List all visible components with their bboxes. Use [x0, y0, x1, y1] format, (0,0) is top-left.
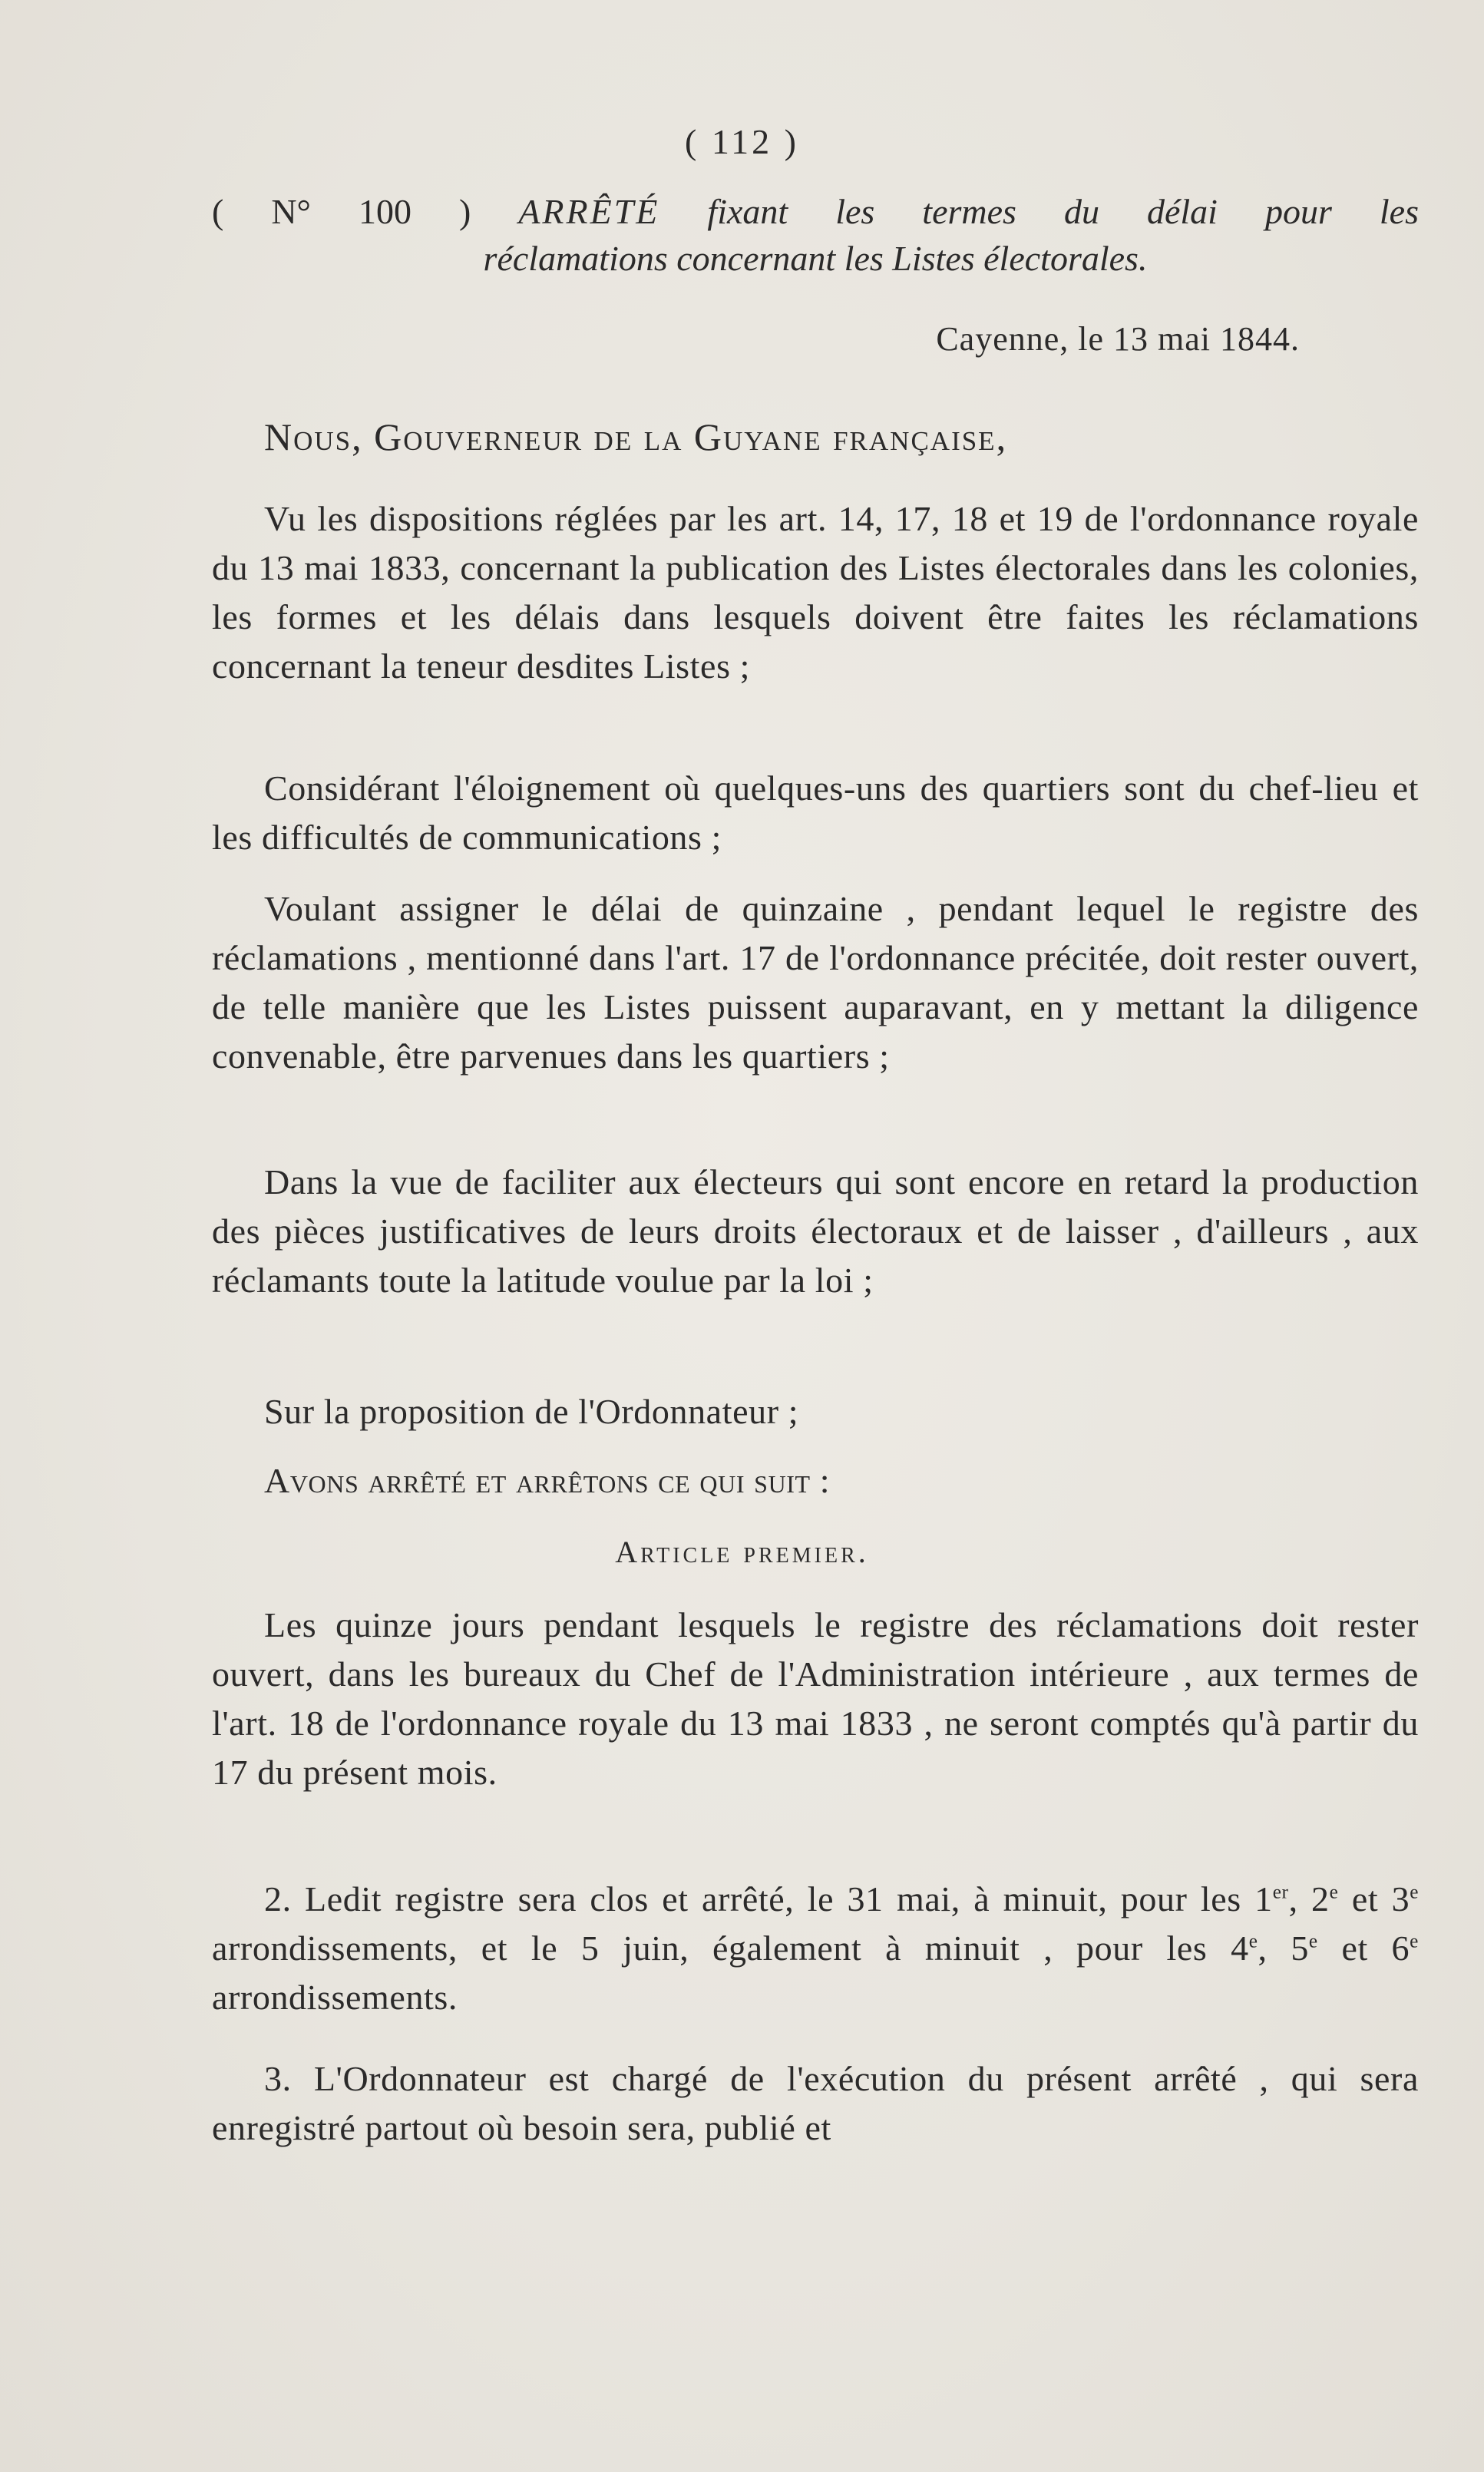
article-2-part: arrondissements.	[212, 1978, 458, 2017]
article-2-text	[212, 1875, 1419, 2022]
superscript: er	[1272, 1881, 1289, 1903]
superscript: e	[1308, 1930, 1318, 1952]
article-2-part: , 5	[1258, 1928, 1309, 1968]
article-2-part: 2. Ledit registre sera clos et arrêté, le 31 mai, à minuit, pour les 1	[264, 1879, 1273, 1918]
paragraph-proposition: Sur la proposition de l'Ordonnateur ;	[264, 1392, 799, 1431]
superscript: e	[1329, 1881, 1339, 1903]
article-2-part: et 6	[1317, 1928, 1410, 1968]
decree-heading	[212, 187, 1419, 236]
article-2-part: et 3	[1338, 1879, 1410, 1918]
article-3-text: 3. L'Ordonnateur est chargé de l'exécution du présent arrêté , qui sera enregistré partout où besoin sera, publié et	[212, 2059, 1419, 2147]
article-1-text: Les quinze jours pendant lesquels le registre des réclamations doit rester ouvert, dans les bureaux du Chef de l'Administration intérieure , aux termes de l'art. 18 de l'ordonnance royale du 13 mai 1833 , ne seront comptés qu'à partir du 17 du présent mois.	[212, 1605, 1419, 1792]
paragraph-dans-la-vue: Dans la vue de faciliter aux électeurs qui sont encore en retard la production des pièces justificatives de leurs droits électoraux et de laisser , d'ailleurs , aux réclamants toute la latitude voulue par la loi ;	[212, 1162, 1419, 1300]
page-number: ( 112 )	[685, 122, 799, 161]
decree-subject-line1: fixant les termes du délai pour les	[707, 192, 1419, 231]
superscript: e	[1410, 1930, 1419, 1952]
superscript: e	[1248, 1930, 1258, 1952]
date-line: Cayenne, le 13 mai 1844.	[936, 320, 1300, 358]
decree-number: ( N° 100 )	[212, 192, 471, 231]
paragraph-vu: Vu les dispositions réglées par les art. 14, 17, 18 et 19 de l'ordonnance royale du 13 mai 1833, concernant la publication des Listes électorales dans les colonies, les formes et les délais dans lesquels doivent être faites les réclamations concernant la teneur desdites Listes ;	[212, 499, 1419, 686]
decree-title: ARRÊTÉ	[518, 192, 660, 231]
opening-line: Nous, Gouverneur de la Guyane française,	[264, 415, 1008, 458]
superscript: e	[1410, 1881, 1420, 1903]
decree-subject-line2: réclamations concernant les Listes électorales.	[483, 239, 1148, 278]
article-heading: Article premier.	[615, 1535, 869, 1569]
article-2-part: , 2	[1288, 1879, 1330, 1918]
paragraph-voulant: Voulant assigner le délai de quinzaine , pendant lequel le registre des réclamations , mentionné dans l'art. 17 de l'ordonnance précitée, doit rester ouvert, de telle manière que les Listes puissent auparavant, en y mettant la diligence convenable, être parvenues dans les quartiers ;	[212, 889, 1419, 1076]
paragraph-considerant: Considérant l'éloignement où quelques-uns des quartiers sont du chef-lieu et les difficultés de communications ;	[212, 768, 1419, 857]
paragraph-avons-arrete: Avons arrêté et arrêtons ce qui suit :	[264, 1461, 831, 1500]
article-2-part: arrondissements, et le 5 juin, également à minuit , pour les 4	[212, 1928, 1249, 1968]
